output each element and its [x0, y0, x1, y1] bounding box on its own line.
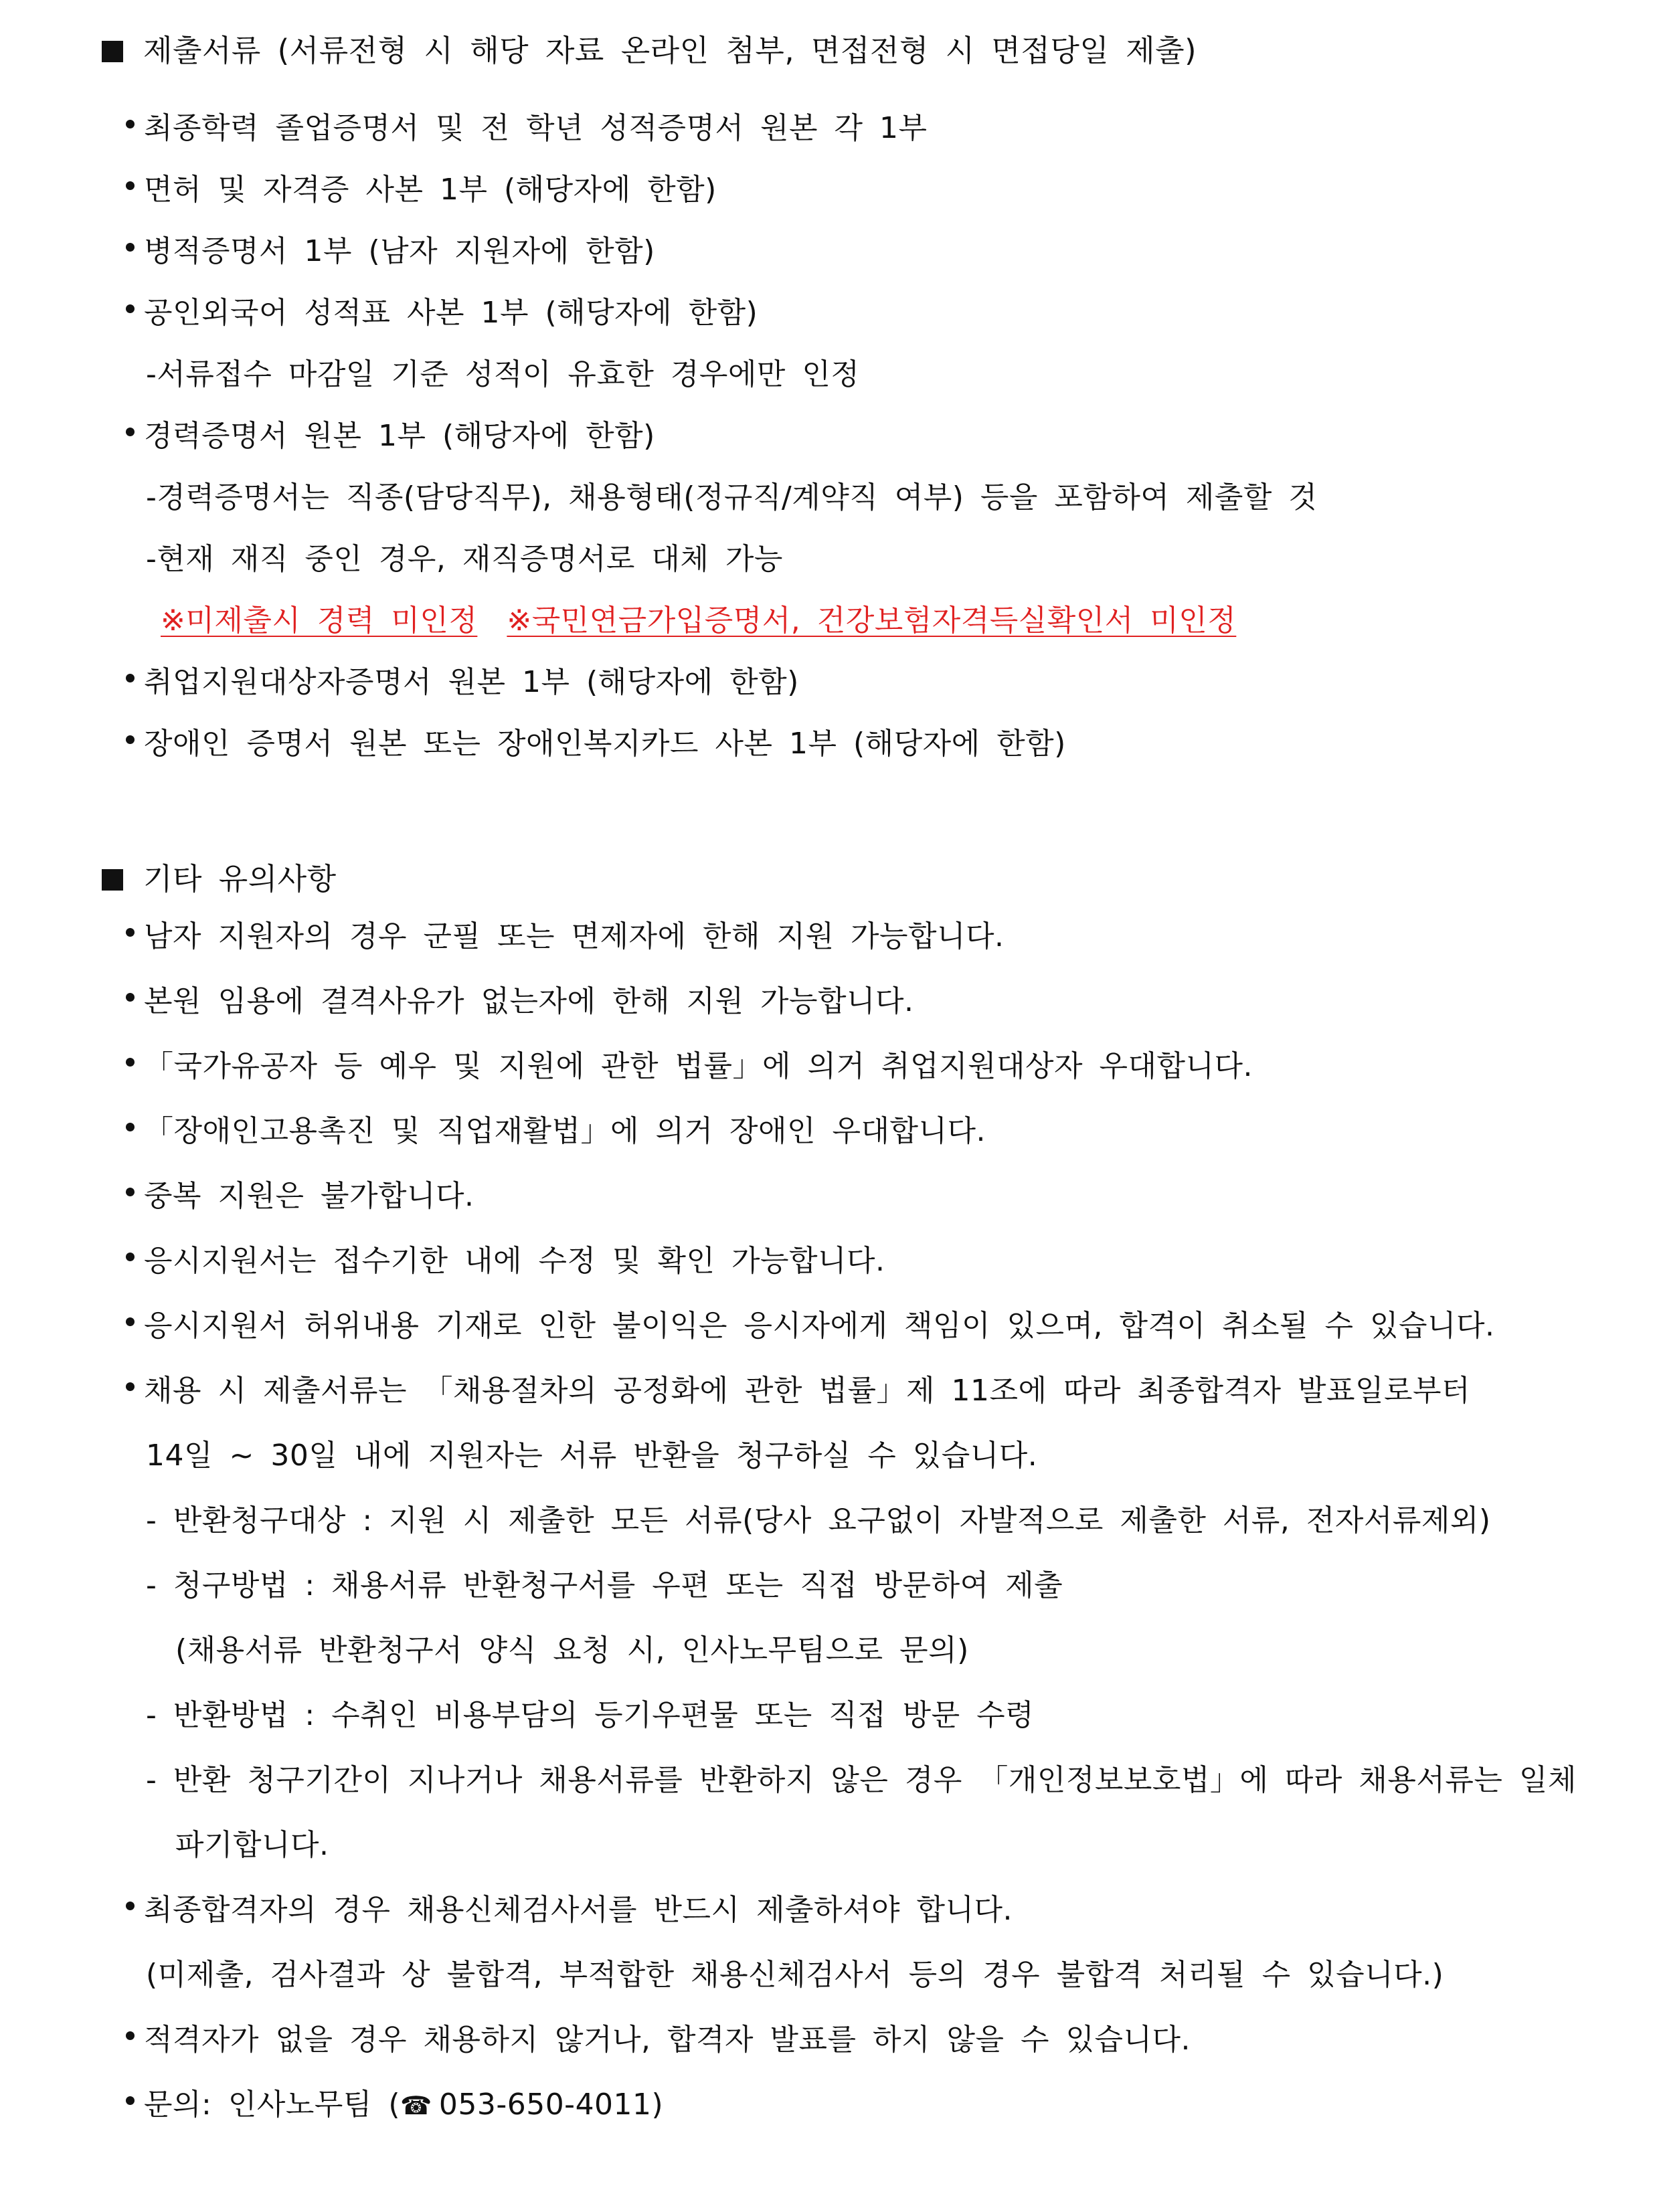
list-continuation: (미제출, 검사결과 상 불합격, 부적합한 채용신체검사서 등의 경우 불합격 처리될 수 있습니다.) — [146, 1958, 1444, 1992]
phone-icon: ☎ — [400, 2091, 432, 2120]
bullet-icon — [126, 735, 135, 744]
list-item: 남자 지원자의 경우 군필 또는 면제자에 한해 지원 가능합니다. — [126, 917, 1004, 957]
list-item: 취업지원대상자증명서 원본 1부 (해당자에 한함) — [126, 662, 799, 703]
list-subitem: -서류접수 마감일 기준 성적이 유효한 경우에만 인정 — [146, 357, 860, 391]
warning-note-line — [161, 601, 1236, 641]
list-subitem: - 반환청구대상 : 지원 시 제출한 모든 서류(당사 요구없이 자발적으로 제출한 서류, 전자서류제외) — [146, 1503, 1491, 1538]
bullet-icon — [126, 1317, 135, 1326]
list-item: 중복 지원은 불가합니다. — [126, 1176, 474, 1216]
list-subitem: -현재 재직 중인 경우, 재직증명서로 대체 가능 — [146, 542, 783, 576]
list-item: 적격자가 없을 경우 채용하지 않거나, 합격자 발표를 하지 않을 수 있습니다. — [126, 2020, 1191, 2060]
square-bullet-icon — [102, 869, 123, 891]
section-title: 기타 유의사항 — [143, 861, 337, 897]
bullet-icon — [126, 428, 135, 436]
list-continuation: (채용서류 반환청구서 양식 요청 시, 인사노무팀으로 문의) — [175, 1633, 969, 1667]
list-subitem: -경력증명서는 직종(담당직무), 채용형태(정규직/계약직 여부) 등을 포함하여 제출할 것 — [146, 480, 1318, 515]
bullet-icon — [126, 1253, 135, 1261]
bullet-icon — [126, 1058, 135, 1067]
list-item: 공인외국어 성적표 사본 1부 (해당자에 한함) — [126, 293, 758, 333]
bullet-icon — [126, 304, 135, 313]
warning-note-insurance: ※국민연금가입증명서, 건강보험자격득실확인서 미인정 — [507, 604, 1237, 638]
list-item: 최종학력 졸업증명서 및 전 학년 성적증명서 원본 각 1부 — [126, 108, 927, 149]
list-item: 「장애인고용촉진 및 직업재활법」에 의거 장애인 우대합니다. — [126, 1111, 986, 1151]
bullet-icon — [126, 1902, 135, 1910]
list-item: 병적증명서 1부 (남자 지원자에 한함) — [126, 232, 655, 272]
list-item: 면허 및 자격증 사본 1부 (해당자에 한함) — [126, 170, 717, 210]
list-item: 장애인 증명서 원본 또는 장애인복지카드 사본 1부 (해당자에 한함) — [126, 724, 1066, 764]
list-continuation: 파기합니다. — [175, 1828, 329, 1862]
list-subitem: - 청구방법 : 채용서류 반환청구서를 우편 또는 직접 방문하여 제출 — [146, 1568, 1063, 1602]
bullet-icon — [126, 1188, 135, 1196]
list-subitem: - 반환방법 : 수취인 비용부담의 등기우편물 또는 직접 방문 수령 — [146, 1698, 1035, 1732]
bullet-icon — [126, 1123, 135, 1131]
list-item: 응시지원서 허위내용 기재로 인한 불이익은 응시자에게 책임이 있으며, 합격이 취소될 수 있습니다. — [126, 1306, 1494, 1346]
list-item: 본원 임용에 결격사유가 없는자에 한해 지원 가능합니다. — [126, 982, 914, 1022]
list-item: 최종합격자의 경우 채용신체검사서를 반드시 제출하셔야 합니다. — [126, 1890, 1013, 1930]
bullet-icon — [126, 993, 135, 1002]
warning-note-career: ※미제출시 경력 미인정 — [161, 604, 478, 638]
square-bullet-icon — [102, 41, 123, 62]
bullet-icon — [126, 2096, 135, 2105]
bullet-icon — [126, 120, 135, 128]
section-heading-required-documents — [102, 31, 1197, 71]
list-item: 채용 시 제출서류는 「채용절차의 공정화에 관한 법률」제 11조에 따라 최종합격자 발표일로부터 — [126, 1371, 1470, 1411]
list-subitem: - 반환 청구기간이 지나거나 채용서류를 반환하지 않은 경우 「개인정보보호법」에 따라 채용서류는 일체 — [146, 1763, 1577, 1797]
bullet-icon — [126, 243, 135, 252]
contact-phone-number: 053-650-4011) — [438, 2088, 664, 2122]
list-item: 경력증명서 원본 1부 (해당자에 한함) — [126, 416, 655, 456]
bullet-icon — [126, 674, 135, 682]
contact-line — [126, 2085, 663, 2126]
bullet-icon — [126, 928, 135, 937]
bullet-icon — [126, 2031, 135, 2040]
list-item: 「국가유공자 등 예우 및 지원에 관한 법률」에 의거 취업지원대상자 우대합니다. — [126, 1046, 1253, 1087]
list-item: 응시지원서는 접수기한 내에 수정 및 확인 가능합니다. — [126, 1241, 885, 1281]
bullet-icon — [126, 1382, 135, 1391]
section-heading-notes — [102, 859, 337, 899]
bullet-icon — [126, 181, 135, 190]
section-title: 제출서류 (서류전형 시 해당 자료 온라인 첨부, 면접전형 시 면접당일 제출) — [143, 33, 1197, 68]
list-continuation: 14일 ~ 30일 내에 지원자는 서류 반환을 청구하실 수 있습니다. — [146, 1439, 1038, 1473]
contact-label: 문의: 인사노무팀 ( — [144, 2088, 400, 2122]
